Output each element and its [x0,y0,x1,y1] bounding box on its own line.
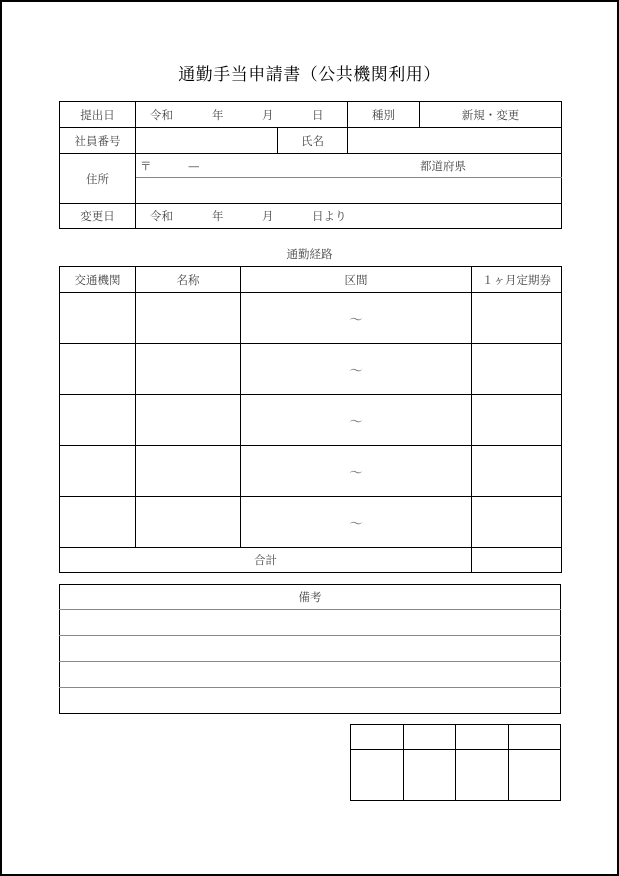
total-label: 合計 [60,548,472,573]
month-label: 月 [262,107,274,122]
stamp-cell[interactable] [403,750,456,801]
name-label: 氏名 [278,128,348,154]
table-row [60,395,562,446]
stamp-cell[interactable] [351,750,404,801]
day-from-label: 日より [312,209,347,223]
name-field[interactable] [348,128,562,154]
stamp-cell[interactable] [456,750,509,801]
approver-title-cell[interactable] [508,725,561,750]
address-field[interactable] [136,178,562,204]
month-label: 月 [262,209,274,223]
era-label: 令和 [150,209,173,223]
day-label: 日 [312,107,324,122]
route-name-cell[interactable] [136,395,241,446]
pass-cost-cell[interactable] [472,497,562,548]
section-cell[interactable]: ～ [241,446,472,497]
transport-cell[interactable] [60,497,136,548]
change-date-label: 変更日 [60,204,136,229]
route-name-cell[interactable] [136,344,241,395]
transport-cell[interactable] [60,395,136,446]
column-header: 交通機関 [60,267,136,293]
pass-cost-cell[interactable] [472,344,562,395]
remarks-line[interactable] [60,688,561,714]
commute-route-table [59,266,562,573]
pass-cost-cell[interactable] [472,446,562,497]
approval-stamp-table [350,724,561,801]
transport-cell[interactable] [60,446,136,497]
table-row [60,446,562,497]
remarks-line[interactable] [60,610,561,636]
section-cell[interactable]: ～ [241,293,472,344]
approver-title-cell[interactable] [351,725,404,750]
year-label: 年 [212,209,224,223]
remarks-line[interactable] [60,636,561,662]
year-label: 年 [212,107,224,122]
approver-title-cell[interactable] [403,725,456,750]
table-row [60,497,562,548]
type-label: 種別 [348,102,420,128]
page-title: 通勤手当申請書（公共機関利用） [178,65,441,85]
applicant-info-table [59,101,562,229]
postal-mark: 〒 [140,158,152,173]
transport-cell[interactable] [60,344,136,395]
submit-date-field[interactable] [136,102,348,128]
table-row [60,344,562,395]
pass-cost-cell[interactable] [472,395,562,446]
column-header: １ヶ月定期券 [472,267,562,293]
type-value[interactable]: 新規・変更 [420,102,562,128]
submit-date-label: 提出日 [60,102,136,128]
transport-cell[interactable] [60,293,136,344]
column-header: 名称 [136,267,241,293]
employee-number-label: 社員番号 [60,128,136,154]
era-label: 令和 [150,107,173,122]
remarks-title: 備考 [60,585,561,610]
route-name-cell[interactable] [136,446,241,497]
route-name-cell[interactable] [136,293,241,344]
address-label: 住所 [60,154,136,204]
postal-dash: — [188,158,200,173]
remarks-line[interactable] [60,662,561,688]
column-header: 区間 [241,267,472,293]
postal-code-field[interactable] [136,154,562,178]
route-section-title: 通勤経路 [286,247,333,261]
route-name-cell[interactable] [136,497,241,548]
pass-cost-cell[interactable] [472,293,562,344]
stamp-cell[interactable] [508,750,561,801]
section-cell[interactable]: ～ [241,344,472,395]
prefecture-label: 都道府県 [420,158,466,173]
section-cell[interactable]: ～ [241,395,472,446]
total-field[interactable] [472,548,562,573]
approver-title-cell[interactable] [456,725,509,750]
employee-number-field[interactable] [136,128,278,154]
table-row [60,293,562,344]
remarks-table [59,584,561,714]
change-date-field[interactable] [136,204,562,229]
section-cell[interactable]: ～ [241,497,472,548]
